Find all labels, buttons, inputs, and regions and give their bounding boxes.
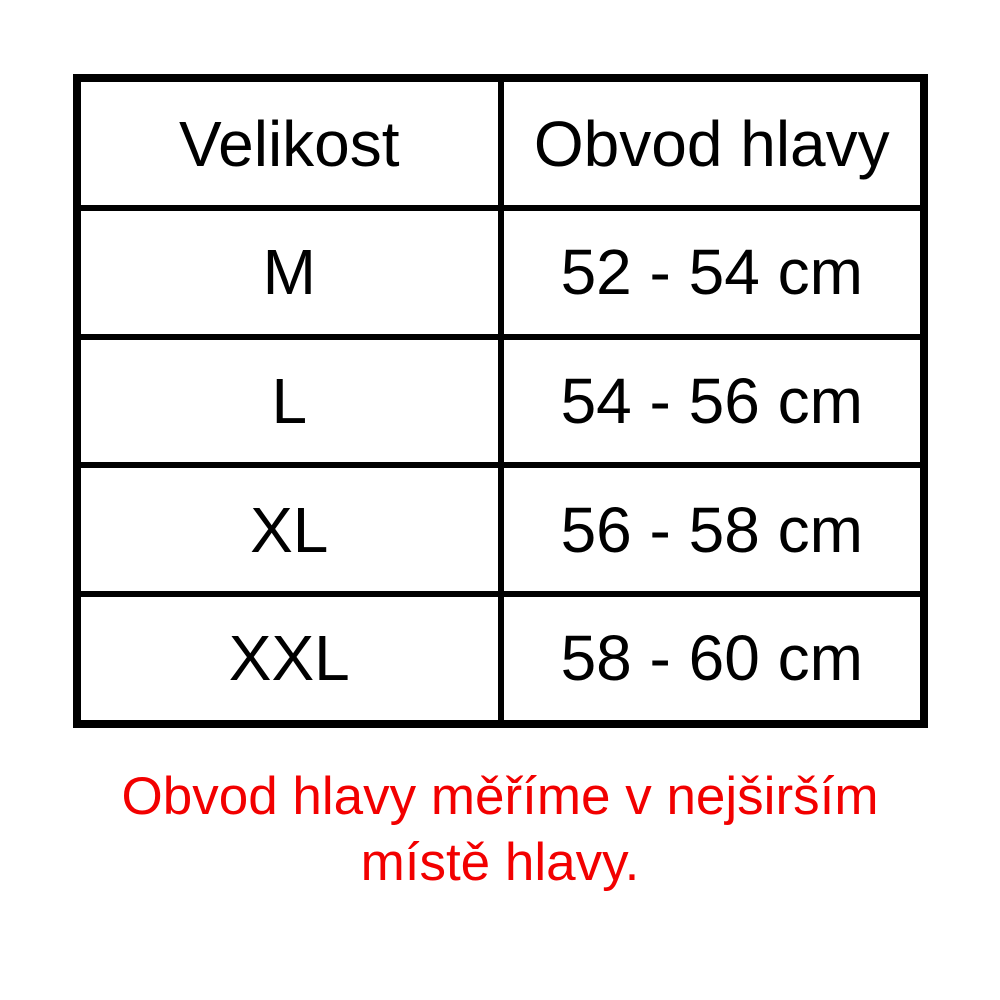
size-table [73, 74, 928, 728]
circumference-cell: 58 - 60 cm [501, 594, 925, 724]
table-row [77, 594, 924, 724]
measurement-note-line1: Obvod hlavy měříme v nejširším [121, 767, 879, 826]
circumference-cell: 52 - 54 cm [501, 208, 925, 337]
size-cell: XXL [77, 594, 501, 724]
size-column-header: Velikost [77, 78, 501, 208]
size-cell: XL [77, 465, 501, 594]
table-row [77, 465, 924, 594]
table-row [77, 208, 924, 337]
table-row [77, 337, 924, 466]
size-cell: L [77, 337, 501, 466]
circumference-cell: 56 - 58 cm [501, 465, 925, 594]
size-table-header-row [77, 78, 924, 208]
circumference-cell: 54 - 56 cm [501, 337, 925, 466]
measurement-note [0, 764, 1000, 896]
circumference-column-header: Obvod hlavy [501, 78, 925, 208]
size-cell: M [77, 208, 501, 337]
measurement-note-line2: místě hlavy. [360, 833, 640, 892]
